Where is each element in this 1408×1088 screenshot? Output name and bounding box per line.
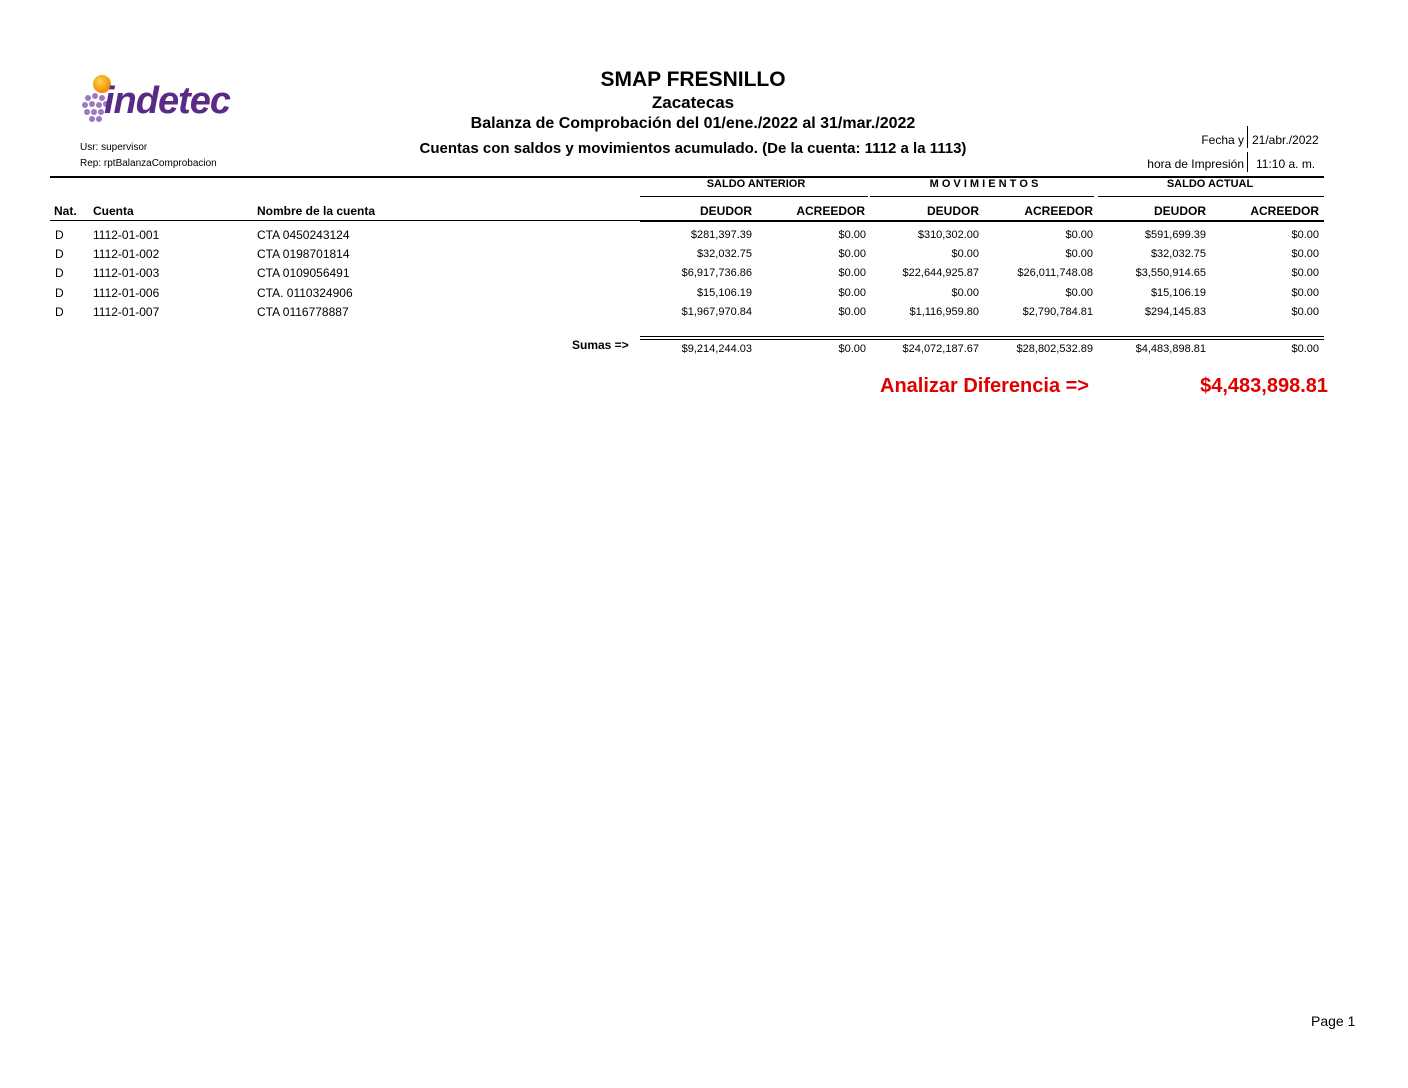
row-nat: D — [55, 266, 64, 280]
row-act-deudor: $15,106.19 — [1150, 287, 1206, 299]
row-mov-acreedor: $2,790,784.81 — [1022, 306, 1093, 318]
print-date-label: Fecha y — [1201, 133, 1244, 147]
row-sa-acreedor: $0.00 — [838, 267, 866, 279]
row-mov-acreedor: $26,011,748.08 — [1017, 267, 1093, 279]
org-name: SMAP FRESNILLO — [600, 68, 786, 91]
row-cuenta: 1112-01-007 — [93, 305, 160, 319]
totals-label: Sumas => — [572, 338, 629, 352]
group-saldo-actual: SALDO ACTUAL — [1166, 178, 1254, 190]
col-sa-deudor: DEUDOR — [699, 204, 752, 218]
row-nombre: CTA 0116778887 — [257, 305, 349, 319]
group-rule-1 — [640, 196, 868, 197]
difference-label: Analizar Diferencia => — [880, 375, 1089, 397]
colhead-rule-right — [640, 220, 1324, 222]
group-movimientos: M O V I M I E N T O S — [929, 178, 1039, 190]
totals-rule-top — [640, 336, 1324, 337]
report-subtitle: Cuentas con saldos y movimientos acumulado. (De la cuenta: 1112 a la 1113) — [419, 140, 967, 157]
row-mov-acreedor: $0.00 — [1065, 229, 1093, 241]
row-nat: D — [55, 247, 64, 261]
colhead-rule-left — [50, 220, 642, 221]
row-act-deudor: $3,550,914.65 — [1135, 267, 1206, 279]
total-sa-acreedor: $0.00 — [838, 343, 866, 355]
total-sa-deudor: $9,214,244.03 — [681, 343, 752, 355]
row-cuenta: 1112-01-001 — [93, 228, 160, 242]
row-mov-deudor: $1,116,959.80 — [909, 306, 979, 318]
row-act-deudor: $591,699.39 — [1144, 229, 1206, 241]
row-act-deudor: $294,145.83 — [1144, 306, 1206, 318]
row-mov-acreedor: $0.00 — [1065, 248, 1093, 260]
col-act-acreedor: ACREEDOR — [1250, 204, 1319, 218]
time-divider — [1247, 152, 1248, 172]
row-nat: D — [55, 286, 64, 300]
total-act-deudor: $4,483,898.81 — [1135, 343, 1206, 355]
row-sa-deudor: $32,032.75 — [696, 248, 752, 260]
row-act-acreedor: $0.00 — [1291, 306, 1319, 318]
state-name: Zacatecas — [651, 93, 735, 112]
date-divider — [1247, 126, 1248, 148]
user-label: Usr: supervisor — [80, 142, 148, 153]
row-act-acreedor: $0.00 — [1291, 287, 1319, 299]
row-cuenta: 1112-01-002 — [93, 247, 160, 261]
difference-value: $4,483,898.81 — [1200, 375, 1328, 397]
row-act-acreedor: $0.00 — [1291, 229, 1319, 241]
row-sa-acreedor: $0.00 — [838, 287, 866, 299]
row-mov-deudor: $0.00 — [951, 248, 979, 260]
row-cuenta: 1112-01-003 — [93, 266, 160, 280]
row-nat: D — [55, 305, 64, 319]
row-sa-deudor: $15,106.19 — [696, 287, 752, 299]
row-sa-deudor: $6,917,736.86 — [681, 267, 752, 279]
row-nombre: CTA 0109056491 — [257, 266, 350, 280]
row-act-acreedor: $0.00 — [1291, 267, 1319, 279]
row-act-acreedor: $0.00 — [1291, 248, 1319, 260]
print-time-label: hora de Impresión — [1147, 157, 1244, 171]
row-sa-deudor: $281,397.39 — [690, 229, 752, 241]
col-cuenta: Cuenta — [93, 204, 134, 218]
row-sa-acreedor: $0.00 — [838, 229, 866, 241]
print-date-value: 21/abr./2022 — [1252, 133, 1319, 147]
col-act-deudor: DEUDOR — [1153, 204, 1206, 218]
row-sa-acreedor: $0.00 — [838, 306, 866, 318]
total-mov-acreedor: $28,802,532.89 — [1016, 343, 1093, 355]
row-nombre: CTA 0198701814 — [257, 247, 350, 261]
row-mov-acreedor: $0.00 — [1065, 287, 1093, 299]
col-mov-deudor: DEUDOR — [926, 204, 979, 218]
row-sa-deudor: $1,967,970.84 — [681, 306, 752, 318]
row-cuenta: 1112-01-006 — [93, 286, 160, 300]
totals-rule-bottom — [640, 339, 1324, 340]
row-mov-deudor: $22,644,925.87 — [902, 267, 979, 279]
total-act-acreedor: $0.00 — [1291, 343, 1319, 355]
group-saldo-anterior: SALDO ANTERIOR — [706, 178, 806, 190]
row-sa-acreedor: $0.00 — [838, 248, 866, 260]
col-nat: Nat. — [54, 204, 77, 218]
group-rule-3 — [1098, 196, 1324, 197]
row-mov-deudor: $0.00 — [951, 287, 979, 299]
row-nombre: CTA 0450243124 — [257, 228, 350, 242]
report-name-label: Rep: rptBalanzaComprobacion — [80, 158, 217, 169]
total-mov-deudor: $24,072,187.67 — [902, 343, 979, 355]
row-mov-deudor: $310,302.00 — [917, 229, 979, 241]
col-nombre: Nombre de la cuenta — [257, 204, 376, 218]
logo-text: indetec — [104, 80, 231, 122]
col-sa-acreedor: ACREEDOR — [796, 204, 865, 218]
print-time-value: 11:10 a. m. — [1256, 157, 1316, 171]
row-act-deudor: $32,032.75 — [1150, 248, 1206, 260]
row-nombre: CTA. 0110324906 — [257, 286, 353, 300]
row-nat: D — [55, 228, 64, 242]
col-mov-acreedor: ACREEDOR — [1024, 204, 1093, 218]
page-number: Page 1 — [1311, 1013, 1356, 1029]
report-title: Balanza de Comprobación del 01/ene./2022 al 31/mar./2022 — [470, 115, 916, 132]
group-rule-2 — [870, 196, 1094, 197]
